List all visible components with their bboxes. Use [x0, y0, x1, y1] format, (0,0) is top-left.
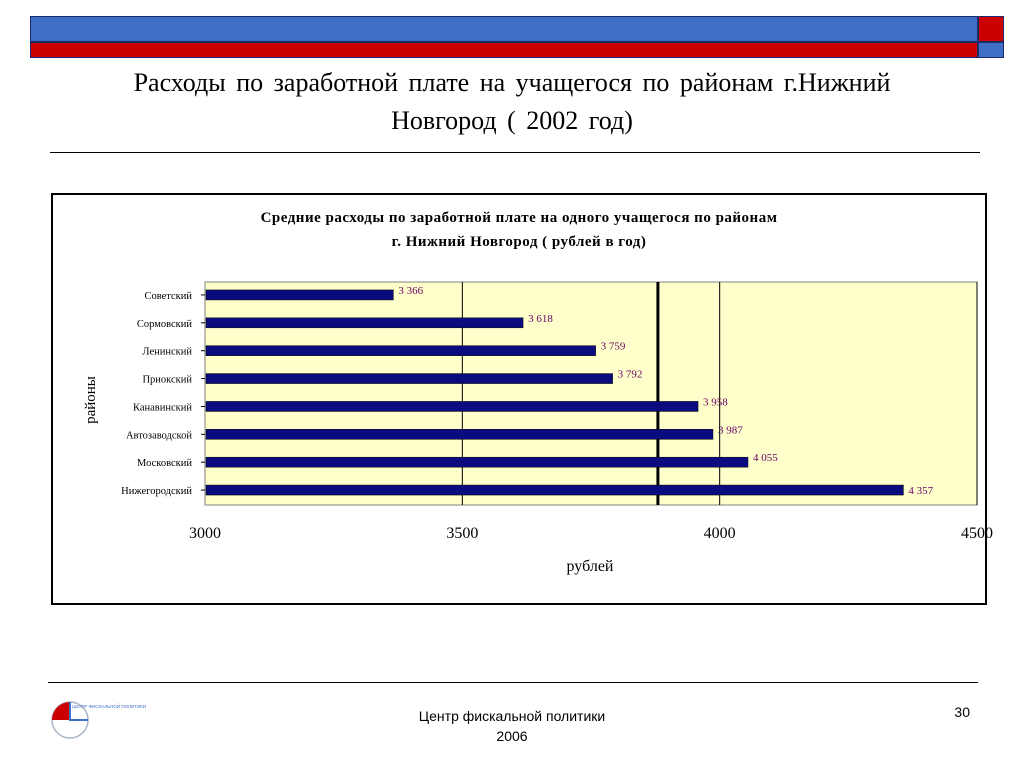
- bar-chart: [53, 195, 993, 603]
- bar-7: [206, 457, 748, 467]
- chart-title: [53, 206, 985, 254]
- header-blue-square: [978, 42, 1004, 58]
- data-label: 3 958: [703, 396, 728, 409]
- data-label: 3 366: [398, 284, 424, 297]
- x-tick-label: 3000: [189, 525, 221, 542]
- x-tick-label: 4000: [703, 525, 736, 542]
- bar-4: [206, 374, 613, 384]
- footer-divider: [48, 682, 978, 683]
- x-axis-label: рублей: [566, 558, 614, 575]
- y-tick-label: Ленинский: [142, 346, 192, 358]
- slide-title-line2: Новгород ( 2002 год): [391, 106, 633, 135]
- chart-title-line1: Средние расходы по заработной плате на одного учащегося по районам: [260, 210, 778, 226]
- data-label: 4 357: [908, 485, 934, 498]
- chart-title-line2: г. Нижний Новгород ( рублей в год): [391, 234, 647, 250]
- slide-title: [60, 64, 964, 140]
- data-label: 3 759: [600, 340, 626, 353]
- footer-organization: [380, 706, 644, 746]
- plot-area: [205, 282, 977, 505]
- footer-org-name: Центр фискальной политики: [418, 708, 606, 724]
- bar-6: [206, 429, 713, 439]
- header-blue-bar: [30, 16, 978, 42]
- y-tick-label: Автозаводской: [125, 430, 192, 442]
- title-divider: [50, 152, 980, 153]
- data-label: 3 987: [717, 424, 743, 437]
- y-tick-label: Московский: [137, 458, 192, 470]
- y-axis-label: районы: [83, 376, 99, 424]
- y-tick-label: Сормовский: [136, 318, 192, 330]
- bar-5: [206, 401, 698, 411]
- x-tick-label: 4500: [961, 525, 993, 542]
- y-tick-label: Нижегородский: [121, 486, 192, 498]
- y-tick-label: Советский: [144, 290, 192, 302]
- data-label: 3 792: [617, 368, 643, 381]
- page-number: 30: [954, 704, 970, 720]
- data-label: 4 055: [752, 452, 778, 465]
- y-tick-label: Канавинский: [132, 402, 192, 414]
- header-red-bar: [30, 42, 978, 58]
- x-tick-label: 3500: [446, 525, 479, 542]
- bar-2: [206, 318, 523, 328]
- bar-3: [206, 346, 596, 356]
- fiscal-center-logo: [48, 694, 147, 742]
- footer-year: 2006: [496, 728, 528, 744]
- logo-text: ЦЕНТР ФИСКАЛЬНОЙ ПОЛИТИКИ: [72, 704, 147, 709]
- bar-1: [206, 290, 393, 300]
- data-label: 3 618: [528, 312, 553, 325]
- bar-8: [206, 485, 903, 495]
- slide-title-line1: Расходы по заработной плате на учащегося по районам г.Нижний: [133, 68, 891, 97]
- y-tick-label: Приокский: [142, 374, 192, 386]
- header-red-square: [978, 16, 1004, 42]
